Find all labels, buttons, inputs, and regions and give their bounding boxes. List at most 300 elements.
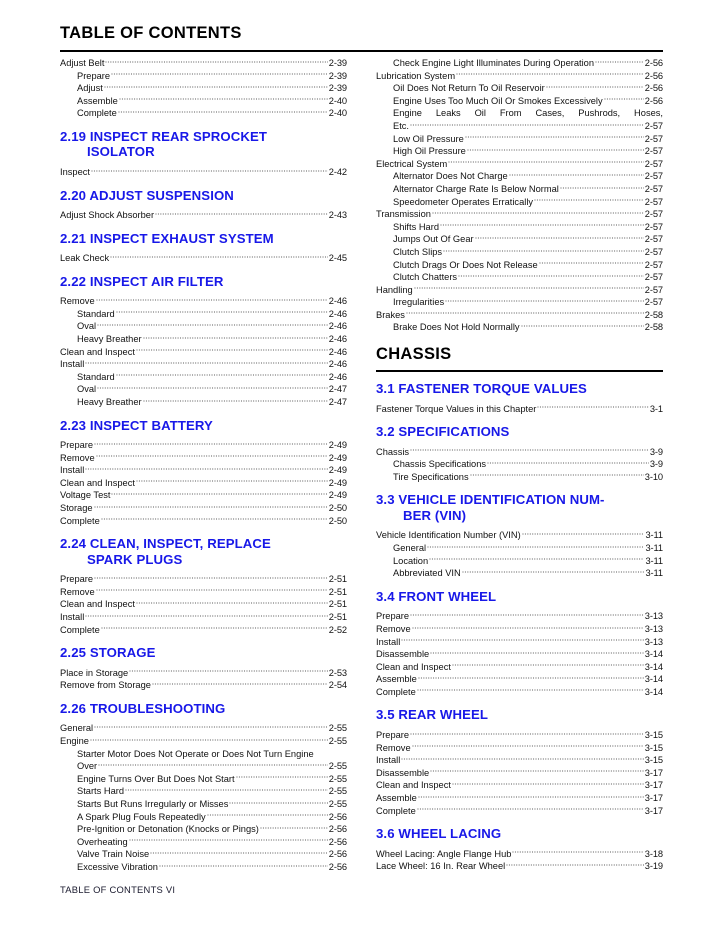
toc-entry-page: 3-11 — [645, 555, 663, 566]
toc-entry-label: Remove — [60, 586, 95, 597]
toc-entry[interactable] — [376, 623, 663, 636]
toc-entry-label: Clutch Drags Or Does Not Release — [393, 259, 538, 270]
toc-entry-page: 3-10 — [644, 471, 663, 482]
toc-entry-page: 2-50 — [328, 503, 347, 514]
dot-leader — [94, 577, 328, 584]
dot-leader — [414, 287, 644, 294]
toc-entry-label: General — [60, 723, 94, 734]
toc-entry-label: Lace Wheel: 16 In. Rear Wheel — [376, 861, 506, 872]
toc-entry-page: 3-11 — [645, 543, 663, 554]
toc-entry[interactable] — [60, 722, 347, 735]
toc-entry[interactable] — [60, 371, 347, 384]
toc-entry-label: Install — [376, 755, 401, 766]
toc-entry[interactable] — [60, 836, 347, 849]
toc-entry-label: Engine Uses Too Much Oil Or Smokes Excessively — [393, 95, 603, 106]
toc-entry-page: 3-15 — [644, 742, 663, 753]
section-heading[interactable]: 3.3 VEHICLE IDENTIFICATION NUM- BER (VIN) — [376, 492, 663, 523]
toc-entry-label: Clean and Inspect — [60, 599, 135, 610]
toc-entry-page: 3-19 — [644, 861, 663, 872]
toc-entry[interactable] — [60, 624, 347, 637]
toc-entry-label: Install — [60, 612, 85, 623]
toc-entry[interactable] — [60, 396, 347, 409]
toc-entry-page: 2-57 — [644, 120, 663, 131]
dot-leader — [430, 652, 644, 659]
dot-leader — [432, 212, 644, 219]
dot-leader — [94, 726, 328, 733]
dot-leader — [260, 827, 328, 834]
toc-entry-label: Overheating — [77, 836, 128, 847]
dot-leader — [236, 776, 328, 783]
toc-entry-page: 2-47 — [328, 384, 347, 395]
section-heading[interactable]: 3.6 WHEEL LACING — [376, 826, 502, 842]
toc-entry-page: 2-57 — [644, 297, 663, 308]
dot-leader — [143, 400, 328, 407]
dot-leader — [456, 73, 644, 80]
toc-entry-page: 2-46 — [328, 346, 347, 357]
toc-entry-page: 3-13 — [644, 611, 663, 622]
toc-entry-label: Voltage Test — [60, 490, 111, 501]
toc-entry[interactable] — [60, 107, 347, 120]
toc-entry-page: 2-57 — [644, 234, 663, 245]
toc-entry-page: 2-46 — [328, 296, 347, 307]
toc-entry-label: Prepare — [376, 611, 410, 622]
toc-entry[interactable] — [376, 567, 663, 580]
toc-entry-label: Prepare — [376, 729, 410, 740]
toc-entry[interactable] — [60, 760, 347, 773]
toc-entry[interactable] — [60, 848, 347, 861]
toc-entry-page: 2-55 — [328, 773, 347, 784]
dot-leader — [452, 664, 644, 671]
toc-entry[interactable] — [376, 158, 663, 171]
toc-entry[interactable] — [60, 823, 347, 836]
dot-leader — [90, 739, 328, 746]
toc-entry-page: 2-42 — [328, 166, 347, 177]
toc-entry[interactable] — [60, 489, 347, 502]
toc-entry[interactable] — [60, 439, 347, 452]
toc-entry-label: Low Oil Pressure — [393, 133, 464, 144]
toc-entry-label: Fastener Torque Values in this Chapter — [376, 403, 537, 414]
dot-leader — [207, 814, 328, 821]
toc-entry-label: Prepare — [60, 440, 94, 451]
toc-entry-page: 3-14 — [644, 661, 663, 672]
toc-entry[interactable] — [376, 779, 663, 792]
toc-entry[interactable] — [376, 309, 663, 322]
toc-entry[interactable] — [376, 221, 663, 234]
toc-entry[interactable] — [376, 296, 663, 309]
toc-entry[interactable] — [376, 145, 663, 158]
dot-leader — [98, 764, 328, 771]
toc-entry-label: Starter Motor Does Not Operate or Does Not Turn Engine — [77, 748, 314, 759]
dot-leader — [96, 589, 328, 596]
toc-entry[interactable] — [376, 458, 663, 471]
toc-entry-page: 2-40 — [328, 95, 347, 106]
dot-leader — [143, 337, 328, 344]
toc-entry[interactable] — [376, 686, 663, 699]
dot-leader — [85, 362, 327, 369]
toc-entry[interactable] — [60, 70, 347, 83]
section-heading[interactable]: 2.22 INSPECT AIR FILTER — [60, 273, 224, 289]
toc-entry-label: Abbreviated VIN — [393, 568, 461, 579]
toc-entry-page: 2-39 — [328, 58, 347, 68]
toc-entry-label: Oval — [77, 321, 97, 332]
toc-entry[interactable] — [60, 346, 347, 359]
toc-entry[interactable] — [60, 573, 347, 586]
toc-entry[interactable] — [376, 208, 663, 221]
toc-entry[interactable] — [60, 735, 347, 748]
toc-entry[interactable] — [376, 57, 663, 70]
dot-leader — [462, 571, 645, 578]
dot-leader — [443, 250, 644, 257]
dot-leader — [410, 614, 644, 621]
toc-entry-label: Disassemble — [376, 767, 430, 778]
toc-entry-page: 3-17 — [644, 780, 663, 791]
toc-entry[interactable] — [60, 333, 347, 346]
toc-entry-label: High Oil Pressure — [393, 146, 466, 157]
toc-entry-label: Clean and Inspect — [60, 477, 135, 488]
toc-entry-label: Engine Leaks Oil From Cases, Pushrods, Hoses, — [393, 108, 663, 119]
toc-entry[interactable] — [376, 610, 663, 623]
dot-leader — [487, 462, 649, 469]
toc-entry[interactable] — [376, 792, 663, 805]
toc-entry-page: 3-17 — [644, 805, 663, 816]
toc-entry[interactable] — [376, 636, 663, 649]
toc-entry[interactable] — [60, 320, 347, 333]
dot-leader — [116, 374, 328, 381]
toc-entry[interactable] — [376, 133, 663, 146]
toc-entry[interactable] — [60, 295, 347, 308]
toc-entry-page: 2-39 — [328, 83, 347, 94]
toc-entry[interactable] — [376, 754, 663, 767]
toc-entry-page: 2-58 — [644, 309, 663, 320]
toc-entry[interactable] — [60, 95, 347, 108]
toc-entry[interactable] — [376, 95, 663, 108]
page-title: TABLE OF CONTENTS — [60, 24, 242, 42]
toc-entry[interactable] — [60, 861, 347, 874]
toc-entry-label: Inspect — [60, 166, 90, 177]
toc-entry-label: Wheel Lacing: Angle Flange Hub — [376, 848, 512, 859]
dot-leader — [470, 474, 644, 481]
toc-entry-page: 2-56 — [328, 861, 347, 872]
toc-entry-label: Complete — [77, 108, 117, 119]
toc-entry-label: Remove — [60, 296, 95, 307]
toc-entry[interactable] — [60, 452, 347, 465]
toc-entry-page: 2-57 — [644, 284, 663, 295]
toc-entry-label: Remove — [60, 452, 95, 463]
toc-entry-page: 2-57 — [644, 133, 663, 144]
toc-entry[interactable] — [60, 667, 347, 680]
section-heading[interactable]: 2.20 ADJUST SUSPENSION — [60, 187, 234, 203]
toc-entry[interactable] — [60, 515, 347, 528]
toc-entry-page: 2-40 — [328, 108, 347, 119]
toc-entry-page: 2-57 — [644, 183, 663, 194]
toc-entry-page: 2-57 — [644, 146, 663, 157]
section-heading[interactable]: 2.25 STORAGE — [60, 645, 156, 661]
toc-entry[interactable] — [376, 183, 663, 196]
toc-entry[interactable] — [376, 70, 663, 83]
toc-entry-label: Install — [376, 636, 401, 647]
toc-entry-page: 2-46 — [328, 359, 347, 370]
toc-entry-label: Adjust Shock Absorber — [60, 210, 155, 221]
toc-entry-page: 2-51 — [328, 574, 347, 585]
toc-entry[interactable] — [60, 464, 347, 477]
dot-leader — [136, 480, 328, 487]
toc-entry-page: 3-13 — [644, 623, 663, 634]
toc-entry-page: 2-56 — [644, 83, 663, 94]
toc-entry-page: 3-17 — [644, 767, 663, 778]
toc-entry-label: Standard — [77, 308, 115, 319]
dot-leader — [229, 802, 327, 809]
section-heading[interactable]: 2.21 INSPECT EXHAUST SYSTEM — [60, 230, 274, 246]
toc-entry-label: Excessive Vibration — [77, 861, 158, 872]
toc-entry[interactable] — [376, 107, 663, 120]
dot-leader — [406, 312, 644, 319]
section-heading[interactable]: 3.5 REAR WHEEL — [376, 707, 489, 723]
toc-entry[interactable] — [376, 233, 663, 246]
toc-entry-label: Adjust — [77, 83, 103, 94]
toc-entry-page: 3-14 — [644, 686, 663, 697]
toc-entry-page: 2-51 — [328, 599, 347, 610]
toc-entry-label: Shifts Hard — [393, 221, 439, 232]
dot-leader — [129, 839, 328, 846]
toc-entry-page: 2-57 — [644, 246, 663, 257]
dot-leader — [94, 506, 328, 513]
toc-entry-label: Assemble — [376, 674, 417, 685]
toc-entry[interactable] — [60, 598, 347, 611]
section-heading-continuation: SPARK PLUGS — [87, 551, 183, 567]
toc-entry-page: 2-51 — [328, 586, 347, 597]
toc-entry-label: Irregularities — [393, 297, 445, 308]
toc-entry-page: 2-57 — [644, 158, 663, 169]
dot-leader — [150, 852, 328, 859]
toc-entry-page: 2-46 — [328, 334, 347, 345]
toc-entry[interactable] — [60, 82, 347, 95]
section-heading[interactable]: 3.2 SPECIFICATIONS — [376, 424, 510, 440]
toc-entry-page: 2-57 — [644, 196, 663, 207]
dot-leader — [96, 299, 328, 306]
dot-leader — [429, 558, 644, 565]
toc-entry-page: 2-56 — [328, 811, 347, 822]
toc-entry[interactable] — [376, 82, 663, 95]
dot-leader — [401, 639, 643, 646]
toc-entry-label: Jumps Out Of Gear — [393, 234, 474, 245]
page-footer: TABLE OF CONTENTS VI — [60, 884, 176, 895]
dot-leader — [604, 98, 644, 105]
toc-entry[interactable] — [376, 661, 663, 674]
toc-entry-page: 3-1 — [649, 403, 663, 414]
dot-leader — [91, 170, 328, 177]
toc-entry-page: 2-53 — [328, 667, 347, 678]
dot-leader — [467, 149, 644, 156]
toc-entry-label: Tire Specifications — [393, 471, 469, 482]
toc-entry[interactable] — [376, 120, 663, 133]
toc-entry-page: 2-56 — [328, 849, 347, 860]
section-heading[interactable]: 2.24 CLEAN, INSPECT, REPLACE SPARK PLUGS — [60, 536, 347, 567]
toc-entry-page: 2-57 — [644, 272, 663, 283]
toc-entry-label: Heavy Breather — [77, 397, 142, 407]
toc-entry[interactable] — [376, 742, 663, 755]
dot-leader — [119, 98, 328, 105]
toc-entry-page: 3-11 — [645, 568, 663, 579]
toc-entry-label: Electrical System — [376, 158, 448, 169]
toc-entry[interactable] — [376, 529, 663, 542]
toc-entry[interactable] — [376, 403, 663, 416]
dot-leader — [445, 300, 644, 307]
toc-entry[interactable] — [60, 798, 347, 811]
toc-entry-page: 3-18 — [644, 848, 663, 859]
dot-leader — [522, 533, 645, 540]
toc-entry-page: 2-57 — [644, 259, 663, 270]
toc-entry-label: Complete — [60, 624, 100, 635]
toc-entry-label: Speedometer Operates Erratically — [393, 196, 534, 207]
toc-entry[interactable] — [376, 284, 663, 297]
toc-entry[interactable] — [60, 586, 347, 599]
toc-entry[interactable] — [376, 259, 663, 272]
toc-entry-page: 2-46 — [328, 308, 347, 319]
toc-entry-label: Clutch Chatters — [393, 272, 458, 283]
toc-entry[interactable] — [60, 477, 347, 490]
toc-entry-page: 2-46 — [328, 321, 347, 332]
toc-entry-label: Check Engine Light Illuminates During Operation — [393, 58, 595, 68]
toc-entry-label: Assemble — [376, 792, 417, 803]
toc-entry[interactable] — [376, 767, 663, 780]
toc-entry[interactable] — [60, 383, 347, 396]
toc-entry[interactable] — [376, 321, 663, 334]
toc-entry[interactable] — [60, 57, 347, 70]
toc-entry[interactable] — [60, 811, 347, 824]
toc-entry-page: 3-9 — [649, 459, 663, 470]
toc-entry-label: Clutch Slips — [393, 246, 443, 257]
toc-entry-label: Standard — [77, 371, 115, 382]
toc-entry-page: 3-14 — [644, 674, 663, 685]
toc-entry[interactable] — [60, 166, 347, 179]
dot-leader — [475, 237, 644, 244]
toc-entry[interactable] — [60, 679, 347, 692]
dot-leader — [412, 627, 644, 634]
toc-entry-page: 2-49 — [328, 440, 347, 451]
toc-entry-page: 2-39 — [328, 70, 347, 81]
toc-entry-label: A Spark Plug Fouls Repeatedly — [77, 811, 206, 822]
toc-entry-label: Starts Hard — [77, 786, 125, 797]
dot-leader — [452, 783, 644, 790]
toc-entry[interactable] — [376, 471, 663, 484]
toc-entry[interactable] — [60, 748, 347, 761]
toc-entry[interactable] — [60, 358, 347, 371]
toc-entry-label: Disassemble — [376, 649, 430, 660]
dot-leader — [506, 864, 644, 871]
toc-entry[interactable] — [60, 209, 347, 222]
dot-leader — [410, 124, 644, 131]
toc-entry[interactable] — [376, 673, 663, 686]
dot-leader — [465, 136, 644, 143]
dot-leader — [125, 789, 328, 796]
toc-entry[interactable] — [60, 308, 347, 321]
dot-leader — [97, 387, 328, 394]
dot-leader — [96, 455, 328, 462]
dot-leader — [104, 86, 328, 93]
toc-entry[interactable] — [376, 648, 663, 661]
toc-entry-label: Complete — [60, 515, 100, 526]
section-heading[interactable]: 2.23 INSPECT BATTERY — [60, 417, 213, 433]
toc-entry[interactable] — [60, 785, 347, 798]
section-heading[interactable]: 2.26 TROUBLESHOOTING — [60, 700, 226, 716]
toc-entry[interactable] — [376, 848, 663, 861]
toc-entry-page: 2-49 — [328, 490, 347, 501]
toc-entry-label: Remove from Storage — [60, 680, 151, 691]
section-heading[interactable]: 2.19 INSPECT REAR SPROCKET ISOLATOR — [60, 129, 347, 160]
toc-entry[interactable] — [376, 729, 663, 742]
dot-leader — [417, 808, 644, 815]
toc-entry-label: Oval — [77, 384, 97, 395]
section-heading-continuation: ISOLATOR — [87, 144, 155, 160]
toc-entry-page: 2-57 — [644, 171, 663, 182]
toc-entry[interactable] — [376, 446, 663, 459]
toc-entry-page: 2-51 — [328, 612, 347, 623]
section-heading[interactable]: 3.1 FASTENER TORQUE VALUES — [376, 381, 587, 397]
toc-entry-page: 2-47 — [328, 397, 347, 407]
dot-leader — [458, 275, 644, 282]
toc-entry-label: Chassis — [376, 446, 410, 457]
toc-entry-page: 2-49 — [328, 465, 347, 476]
toc-entry[interactable] — [376, 271, 663, 284]
toc-entry[interactable] — [60, 611, 347, 624]
toc-entry[interactable] — [376, 860, 663, 873]
toc-entry-page: 3-11 — [645, 530, 663, 541]
toc-entry-label: Brakes — [376, 309, 405, 320]
toc-entry-label: Complete — [376, 686, 416, 697]
dot-leader — [401, 758, 643, 765]
toc-entry-label: General — [393, 543, 427, 554]
toc-entry-page: 2-56 — [328, 836, 347, 847]
dot-leader — [111, 493, 327, 500]
toc-entry-page: 3-17 — [644, 792, 663, 803]
dot-leader — [85, 615, 327, 622]
dot-leader — [110, 256, 328, 263]
dot-leader — [440, 224, 644, 231]
toc-entry[interactable] — [376, 246, 663, 259]
dot-leader — [521, 325, 644, 332]
section-heading[interactable]: 3.4 FRONT WHEEL — [376, 588, 497, 604]
dot-leader — [534, 199, 644, 206]
toc-entry[interactable] — [376, 805, 663, 818]
toc-entry-page: 2-55 — [328, 736, 347, 746]
toc-entry-page: 2-56 — [328, 824, 347, 835]
toc-entry-label: Clean and Inspect — [60, 346, 135, 357]
toc-entry-label: Oil Does Not Return To Oil Reservoir — [393, 83, 545, 94]
toc-entry-page: 2-45 — [328, 253, 347, 264]
toc-entry-label: Prepare — [77, 70, 111, 81]
toc-entry[interactable] — [60, 502, 347, 515]
dot-leader — [418, 677, 644, 684]
toc-entry-label: Remove — [376, 742, 411, 753]
dot-leader — [118, 111, 328, 118]
toc-entry-label: Engine — [60, 736, 89, 746]
dot-leader — [155, 213, 328, 220]
dot-leader — [152, 683, 328, 690]
toc-entry[interactable] — [60, 252, 347, 265]
toc-entry[interactable] — [376, 196, 663, 209]
chapter-divider — [376, 370, 663, 372]
toc-entry[interactable] — [376, 170, 663, 183]
toc-entry-page: 2-56 — [644, 58, 663, 68]
toc-entry[interactable] — [376, 555, 663, 568]
toc-entry-label: Install — [60, 465, 85, 476]
toc-entry-page: 2-46 — [328, 371, 347, 382]
toc-entry-label: Assemble — [77, 95, 118, 106]
toc-entry[interactable] — [60, 773, 347, 786]
toc-entry[interactable] — [376, 542, 663, 555]
dot-leader — [546, 86, 644, 93]
toc-entry-label: Handling — [376, 284, 413, 295]
